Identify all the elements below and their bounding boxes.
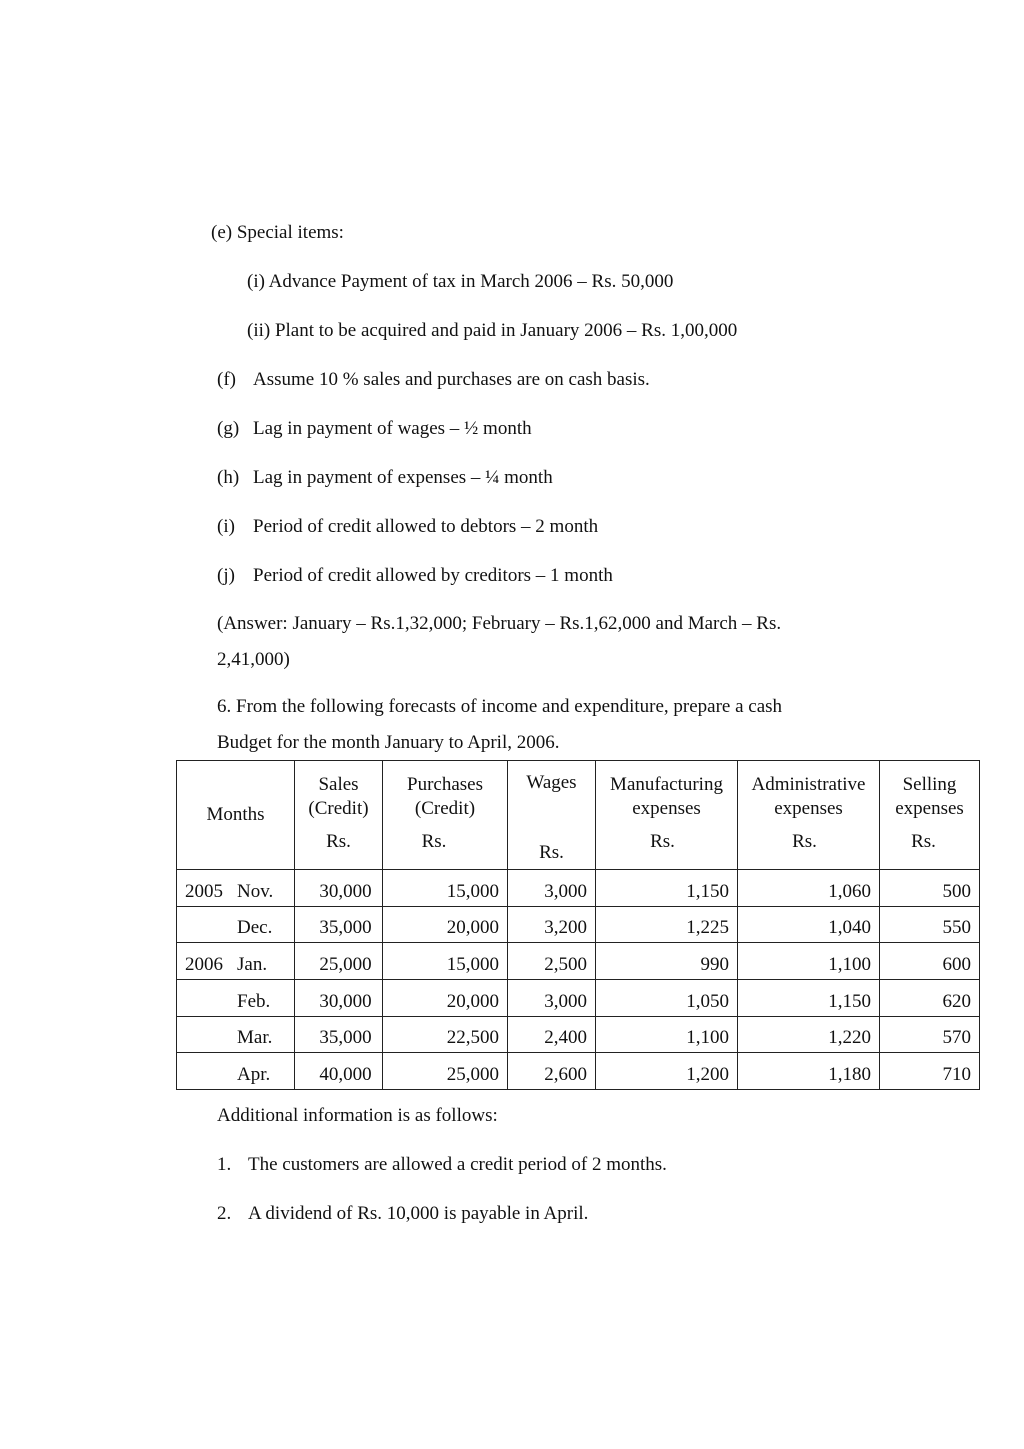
header-label: (Credit) (414, 798, 476, 819)
manufacturing-cell: 1,150 (596, 870, 738, 907)
assumption-label: (f) (217, 369, 236, 390)
administrative-cell: 1,060 (738, 870, 880, 907)
answer-line: (Answer: January – Rs.1,32,000; February – Rs.1,62,000 and March – Rs. (217, 613, 782, 634)
header-unit: Rs. (792, 831, 817, 852)
month-label: Dec. (237, 917, 273, 939)
header-administrative (738, 761, 880, 870)
header-sales (295, 761, 383, 870)
assumption-text: Lag in payment of wages – ½ month (253, 418, 532, 439)
month-cell (177, 906, 295, 943)
table-row (177, 906, 980, 943)
header-label: Sales (318, 774, 359, 795)
assumption-label: (j) (217, 565, 235, 586)
month-cell (177, 1053, 295, 1090)
table-row (177, 943, 980, 980)
month-cell (177, 980, 295, 1017)
item-text: A dividend of Rs. 10,000 is payable in April. (248, 1203, 589, 1224)
assumption-text: Period of credit allowed to debtors – 2 month (253, 516, 599, 537)
assumption-item (217, 467, 553, 489)
month-label: Jan. (237, 954, 268, 976)
header-months (177, 761, 295, 870)
purchases-cell: 22,500 (383, 1016, 508, 1053)
year-label: 2005 (185, 880, 223, 902)
header-wages (508, 761, 596, 870)
wages-cell: 2,500 (508, 943, 596, 980)
month-cell (177, 1016, 295, 1053)
table-row (177, 1053, 980, 1090)
wages-cell: 2,600 (508, 1053, 596, 1090)
header-selling (880, 761, 980, 870)
administrative-cell: 1,220 (738, 1016, 880, 1053)
sales-cell: 35,000 (295, 1016, 383, 1053)
assumption-item (217, 418, 532, 440)
selling-cell: 710 (880, 1053, 980, 1090)
sales-cell: 30,000 (295, 870, 383, 907)
month-cell (177, 943, 295, 980)
header-unit: Rs. (650, 831, 675, 852)
additional-info-item (217, 1203, 588, 1225)
sales-cell: 30,000 (295, 980, 383, 1017)
question-text: Budget for the month January to April, 2006. (217, 732, 560, 753)
wages-cell: 2,400 (508, 1016, 596, 1053)
month-label: Mar. (237, 1027, 273, 1049)
month-label: Apr. (237, 1064, 271, 1086)
administrative-cell: 1,100 (738, 943, 880, 980)
header-label: expenses (774, 798, 843, 819)
header-unit: Rs. (911, 831, 936, 852)
month-label: Feb. (237, 990, 271, 1012)
assumption-item (217, 516, 598, 538)
administrative-cell: 1,180 (738, 1053, 880, 1090)
assumption-text: Lag in payment of expenses – ¼ month (253, 467, 553, 488)
administrative-cell: 1,150 (738, 980, 880, 1017)
additional-info-item (217, 1154, 667, 1176)
header-label: Administrative (751, 774, 866, 795)
sales-cell: 35,000 (295, 906, 383, 943)
header-label: Selling (902, 774, 957, 795)
purchases-cell: 20,000 (383, 980, 508, 1017)
item-number: 2. (217, 1203, 232, 1224)
assumption-label: (g) (217, 418, 240, 439)
assumption-text: Assume 10 % sales and purchases are on cash basis. (253, 369, 650, 390)
month-label: Nov. (237, 880, 274, 902)
purchases-cell: 25,000 (383, 1053, 508, 1090)
header-label: expenses (632, 798, 701, 819)
header-purchases (383, 761, 508, 870)
manufacturing-cell: 990 (596, 943, 738, 980)
assumption-item (217, 565, 613, 587)
purchases-cell: 15,000 (383, 870, 508, 907)
selling-cell: 600 (880, 943, 980, 980)
selling-cell: 620 (880, 980, 980, 1017)
table-row (177, 980, 980, 1017)
purchases-cell: 15,000 (383, 943, 508, 980)
sales-cell: 40,000 (295, 1053, 383, 1090)
special-item: (ii) Plant to be acquired and paid in January 2006 – Rs. 1,00,000 (247, 320, 738, 341)
header-unit: Rs. (539, 842, 564, 863)
sales-cell: 25,000 (295, 943, 383, 980)
assumption-text: Period of credit allowed by creditors – 1 month (253, 565, 613, 586)
header-label: Manufacturing (610, 774, 723, 795)
table-row (177, 1016, 980, 1053)
additional-info-heading: Additional information is as follows: (217, 1105, 498, 1126)
month-cell (177, 870, 295, 907)
answer-line: 2,41,000) (217, 649, 290, 670)
selling-cell: 570 (880, 1016, 980, 1053)
item-text: The customers are allowed a credit period of 2 months. (248, 1154, 667, 1175)
selling-cell: 550 (880, 906, 980, 943)
manufacturing-cell: 1,225 (596, 906, 738, 943)
manufacturing-cell: 1,200 (596, 1053, 738, 1090)
assumption-label: (h) (217, 467, 240, 488)
administrative-cell: 1,040 (738, 906, 880, 943)
year-label: 2006 (185, 954, 223, 976)
header-label: expenses (895, 798, 964, 819)
wages-cell: 3,000 (508, 980, 596, 1017)
assumption-label: (i) (217, 516, 235, 537)
selling-cell: 500 (880, 870, 980, 907)
header-manufacturing (596, 761, 738, 870)
header-label: Wages (526, 772, 577, 793)
table-row (177, 870, 980, 907)
table-header-row (177, 761, 980, 870)
header-unit: Rs. (326, 831, 351, 852)
item-number: 1. (217, 1154, 232, 1175)
budget-table (176, 760, 980, 1090)
header-label: Purchases (407, 774, 483, 795)
assumption-item (217, 369, 650, 391)
purchases-cell: 20,000 (383, 906, 508, 943)
header-label: (Credit) (308, 798, 369, 819)
question-text: 6. From the following forecasts of income and expenditure, prepare a cash (217, 696, 783, 717)
special-items-heading: (e) Special items: (211, 222, 344, 243)
manufacturing-cell: 1,050 (596, 980, 738, 1017)
manufacturing-cell: 1,100 (596, 1016, 738, 1053)
header-label: Months (206, 804, 265, 825)
wages-cell: 3,200 (508, 906, 596, 943)
header-unit: Rs. (421, 831, 447, 852)
special-item: (i) Advance Payment of tax in March 2006 – Rs. 50,000 (247, 271, 674, 292)
wages-cell: 3,000 (508, 870, 596, 907)
